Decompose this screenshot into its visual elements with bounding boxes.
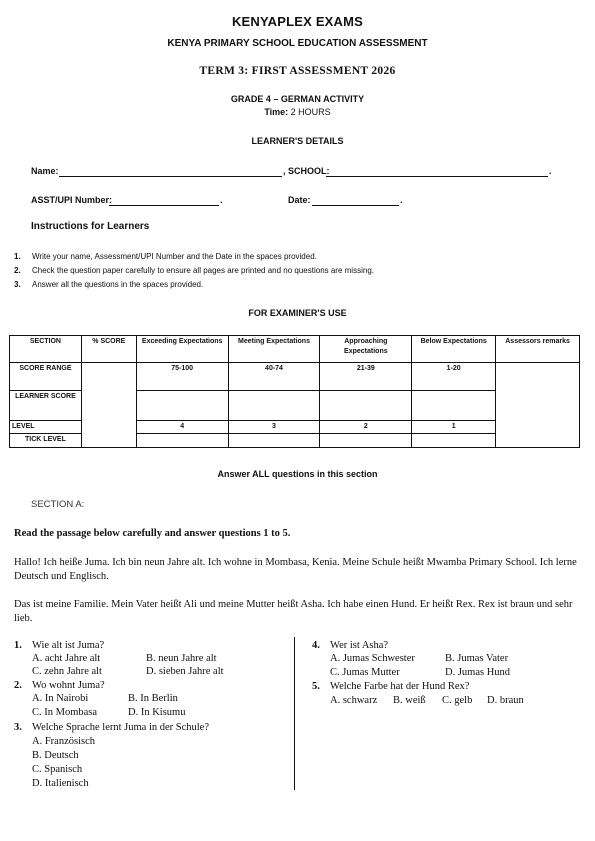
read-instruction: Read the passage below carefully and answer questions 1 to 5. bbox=[14, 528, 291, 539]
learner-details-heading: LEARNER'S DETAILS bbox=[251, 136, 344, 146]
row-label: TICK LEVEL bbox=[10, 434, 82, 448]
option[interactable]: C. Spanisch bbox=[32, 764, 83, 775]
passage-paragraph: Das ist meine Familie. Mein Vater heißt Ali und meine Mutter heißt Asha. Ich habe einen Hund. Er heißt Rex. Rex ist braun und sehr lieb. bbox=[14, 599, 573, 624]
option[interactable]: B. In Berlin bbox=[128, 693, 178, 704]
option[interactable]: D. In Kisumu bbox=[128, 707, 186, 718]
option[interactable]: D. Italienisch bbox=[32, 778, 89, 789]
asst-upi-label: ASST/UPI Number: bbox=[31, 195, 113, 205]
time-line bbox=[0, 107, 595, 117]
option[interactable]: D. braun bbox=[487, 695, 524, 706]
grade-title: GRADE 4 – GERMAN ACTIVITY bbox=[230, 94, 365, 104]
question-2: 2. Wo wohnt Juma? bbox=[14, 680, 105, 691]
table-header-row bbox=[10, 336, 580, 363]
table-header: Approaching Expectations bbox=[320, 336, 412, 363]
table-cell: 75-100 bbox=[136, 363, 228, 391]
table-cell[interactable] bbox=[136, 434, 228, 448]
table-header: Assessors remarks bbox=[496, 336, 580, 363]
table-cell: 4 bbox=[136, 421, 228, 434]
section-a-label: SECTION A: bbox=[31, 499, 85, 510]
instructions-title: Instructions for Learners bbox=[31, 221, 150, 232]
school-field[interactable] bbox=[326, 176, 548, 177]
table-cell: 1-20 bbox=[412, 363, 496, 391]
option[interactable]: A. Französisch bbox=[32, 736, 95, 747]
examiner-score-table bbox=[9, 335, 580, 448]
option[interactable]: A. Jumas Schwester bbox=[330, 653, 415, 664]
option[interactable]: C. zehn Jahre alt bbox=[32, 666, 102, 677]
school-label: SCHOOL: bbox=[288, 166, 330, 176]
row-label: LEVEL bbox=[10, 421, 82, 434]
table-cell[interactable] bbox=[320, 434, 412, 448]
option[interactable]: A. schwarz bbox=[330, 695, 378, 706]
option[interactable]: C. Jumas Mutter bbox=[330, 667, 400, 678]
table-cell[interactable] bbox=[228, 391, 320, 421]
time-label: Time: bbox=[264, 107, 289, 117]
option[interactable]: B. Deutsch bbox=[32, 750, 79, 761]
option[interactable]: B. neun Jahre alt bbox=[146, 653, 217, 664]
table-cell: 2 bbox=[320, 421, 412, 434]
row-label: LEARNER SCORE bbox=[10, 391, 82, 421]
assessment-title: KENYA PRIMARY SCHOOL EDUCATION ASSESSMENT bbox=[167, 38, 428, 49]
answer-all-heading: Answer ALL questions in this section bbox=[217, 469, 378, 479]
asst-upi-field[interactable] bbox=[109, 205, 219, 206]
table-row bbox=[10, 363, 580, 391]
percent-score-cell[interactable] bbox=[81, 363, 136, 448]
date-label: Date: bbox=[288, 195, 311, 205]
option[interactable]: C. In Mombasa bbox=[32, 707, 98, 718]
assessors-remarks-cell[interactable] bbox=[496, 363, 580, 448]
question-1: 1. Wie alt ist Juma? bbox=[14, 640, 105, 651]
examiner-use-heading: FOR EXAMINER'S USE bbox=[248, 308, 347, 318]
table-cell[interactable] bbox=[412, 391, 496, 421]
time-value: 2 HOURS bbox=[290, 107, 331, 117]
option[interactable]: B. Jumas Vater bbox=[445, 653, 509, 664]
table-cell[interactable] bbox=[412, 434, 496, 448]
exam-page: KENYAPLEX EXAMS KENYA PRIMARY SCHOOL EDUCATION ASSESSMENT TERM 3: FIRST ASSESSMENT 2026 GRADE 4 – GERMAN ACTIVITY Time: 2 HOURS LEARNER'S DETAILS Name: , SCHOOL: . ASST/UPI Number: . Date: . Instructions for Learners 1. Write your name, Assessment/UPI Number and the Date in the spaces provided. 2. Check the question paper carefully to ensure all pages are printed and no questions are missing. 3. Answer all the questions in the spaces provided. FOR EXAMINER'S USE SECTION % SCORE Exceeding Expectations Meeting Expectations Approaching Expectations Below Expectations Assessors remarks SCORE RANGE 75-100 40-74 21-39 1-20 LEARNER SCORE LEVEL 4 3 2 1 TICK LEVEL Answer ALL questions in this section SECTION A: Read the passage below carefully and answer questions 1 to 5. Hallo! Ich heiße Juma. Ich bin neun Jahre alt. Ich wohne in Mombasa, Kenia. Meine Schule heißt Mwamba Primary School. Ich lerne Deutsch und Englisch. Das ist meine Familie. Mein Vater heißt Ali und meine Mutter heißt Asha. Ich habe einen Hund. Er heißt Rex. Rex ist braun und sehr lieb. 1. Wie alt ist Juma? A. acht Jahre alt B. neun Jahre alt C. zehn Jahre alt D. sieben Jahre alt 2. Wo wohnt Juma? A. In Nairobi B. In Berlin C. In Mombasa D. In Kisumu 3. Welche Sprache lernt Juma in der Schule? A. Französisch B. Deutsch C. Spanisch D. Italienisch 4. Wer ist Asha? A. Jumas Schwester B. Jumas Vater C. Jumas Mutter D. Jumas Hund 5. Welche Farbe hat der Hund Rex? A. schwarz B. weiß C. gelb D. braun bbox=[0, 0, 595, 841]
option[interactable]: A. In Nairobi bbox=[32, 693, 89, 704]
question-5: 5. Welche Farbe hat der Hund Rex? bbox=[312, 681, 470, 692]
table-header: % SCORE bbox=[81, 336, 136, 363]
name-field[interactable] bbox=[59, 176, 282, 177]
question-4: 4. Wer ist Asha? bbox=[312, 640, 389, 651]
question-3: 3. Welche Sprache lernt Juma in der Schule? bbox=[14, 722, 210, 733]
term-title: TERM 3: FIRST ASSESSMENT 2026 bbox=[199, 65, 396, 77]
table-header: Meeting Expectations bbox=[228, 336, 320, 363]
table-header: Below Expectations bbox=[412, 336, 496, 363]
name-label: Name: bbox=[31, 166, 59, 176]
option[interactable]: B. weiß bbox=[393, 695, 426, 706]
table-cell[interactable] bbox=[228, 434, 320, 448]
table-header: SECTION bbox=[10, 336, 82, 363]
table-cell: 40-74 bbox=[228, 363, 320, 391]
row-label: SCORE RANGE bbox=[10, 363, 82, 391]
option[interactable]: C. gelb bbox=[442, 695, 473, 706]
option[interactable]: A. acht Jahre alt bbox=[32, 653, 101, 664]
date-field[interactable] bbox=[312, 205, 399, 206]
table-cell[interactable] bbox=[320, 391, 412, 421]
passage-paragraph: Hallo! Ich heiße Juma. Ich bin neun Jahre alt. Ich wohne in Mombasa, Kenia. Meine Schule heißt Mwamba Primary School. Ich lerne Deutsch und Englisch. bbox=[14, 557, 577, 582]
option[interactable]: D. sieben Jahre alt bbox=[146, 666, 224, 677]
table-cell: 21-39 bbox=[320, 363, 412, 391]
exam-org-title: KENYAPLEX EXAMS bbox=[231, 14, 364, 29]
table-header: Exceeding Expectations bbox=[136, 336, 228, 363]
option[interactable]: D. Jumas Hund bbox=[445, 667, 511, 678]
table-cell: 1 bbox=[412, 421, 496, 434]
table-cell[interactable] bbox=[136, 391, 228, 421]
table-cell: 3 bbox=[228, 421, 320, 434]
column-divider bbox=[294, 637, 295, 790]
